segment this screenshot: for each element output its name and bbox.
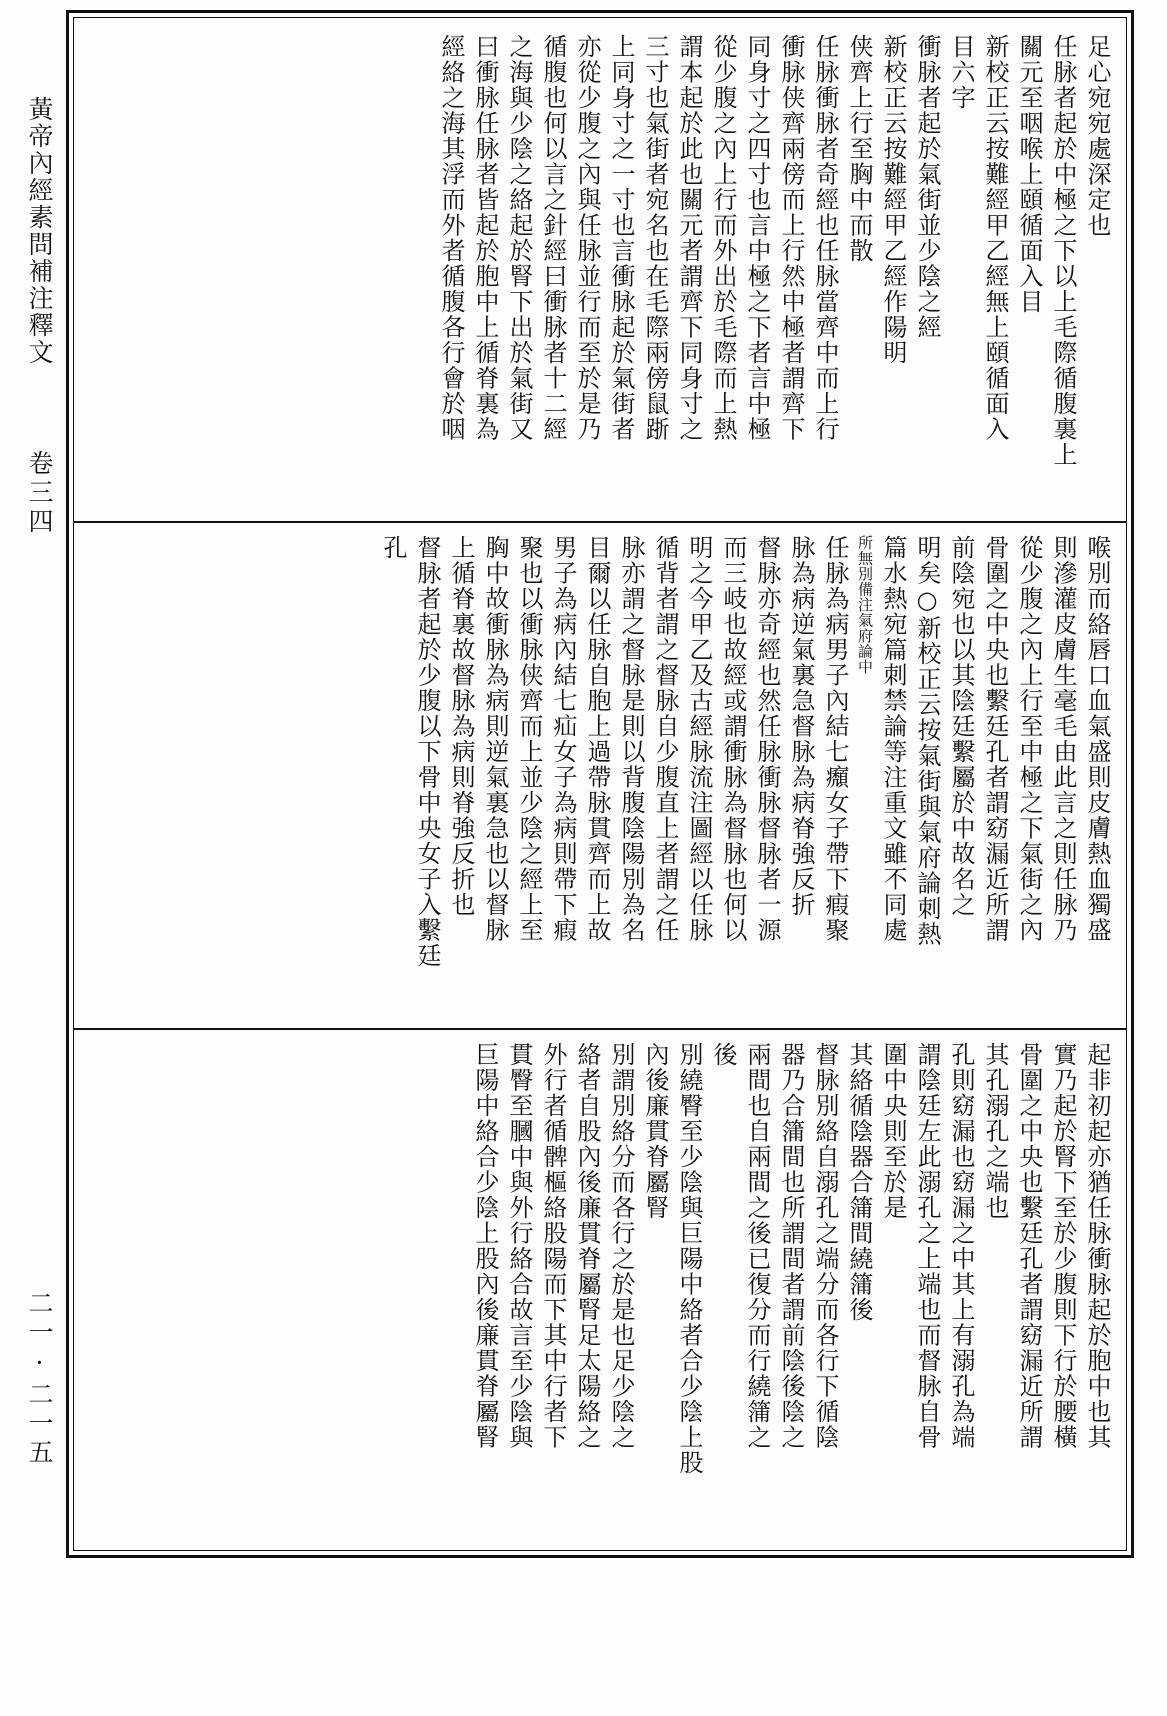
- text-column: 衝脉侠齊兩傍而上行然中極者謂齊下: [777, 34, 805, 442]
- text-column: 亦從少腹之內與任脉並行而至於是乃: [573, 34, 601, 442]
- text-column: 上循脊裏故督脉為病則脊強反折也: [447, 535, 475, 918]
- text-column: 督脉亦奇經也然任脉衝脉督脉者一源: [753, 535, 781, 943]
- text-column: 循背者謂之督脉自少腹直上者謂之任: [651, 535, 679, 943]
- text-column: 骨圍之中央也繫廷孔者謂窈漏近所謂: [981, 535, 1009, 943]
- text-column: 別繞臀至少陰與巨陽中絡者合少陰上股: [675, 1042, 703, 1476]
- text-column: 聚也以衝脉侠齊而上並少陰之經上至: [515, 535, 543, 943]
- text-column: 起非初起亦猶任脉衝脉起於胞中也其: [1083, 1042, 1111, 1450]
- text-column: 兩間也自兩間之後已復分而行繞䈬之: [743, 1042, 771, 1450]
- text-column: 衝脉者起於氣街並少陰之經: [913, 34, 941, 340]
- text-column: 明之今甲乙及古經脉流注圖經以任脉: [685, 535, 713, 943]
- text-column: 圍中央則至於是: [879, 1042, 907, 1221]
- text-column: 侠齊上行至胸中而散: [845, 34, 873, 264]
- text-column: 三寸也氣街者宛名也在毛際兩傍鼠䟷: [641, 34, 669, 442]
- text-column: 經絡之海其浮而外者循腹各行會於咽: [437, 34, 465, 442]
- text-column: 男子為病內結七疝女子為病則帶下瘕: [549, 535, 577, 943]
- text-column: 任脉者起於中極之下以上毛際循腹裏上: [1049, 34, 1077, 468]
- text-column: 上同身寸之一寸也言衝脉起於氣街者: [607, 34, 635, 442]
- text-column: 新校正云按難經甲乙經作陽明: [879, 34, 907, 366]
- text-band-2: [82, 525, 1118, 1025]
- text-column: 新校正云按難經甲乙經無上頤循面入: [981, 34, 1009, 442]
- text-column: 其孔溺孔之端也: [981, 1042, 1009, 1221]
- text-column: 別謂別絡分而各行之於是也足少陰之: [607, 1042, 635, 1450]
- text-band-1: [82, 24, 1118, 519]
- text-band-3: [82, 1032, 1118, 1552]
- page-margin-column: [0, 0, 62, 1716]
- text-column: 關元至咽喉上頤循面入目: [1015, 34, 1043, 315]
- text-column: 謂陰廷左此溺孔之上端也而督脉自骨: [913, 1042, 941, 1450]
- text-frame-inner: [73, 17, 1127, 1551]
- text-column: 孔: [379, 535, 407, 561]
- text-column: 而三岐也故經或謂衝脉為督脉也何以: [719, 535, 747, 943]
- text-column: 篇水熱宛篇刺禁論等注重文雖不同處: [879, 535, 907, 943]
- text-column: 實乃起於腎下至於少腹則下行於腰橫: [1049, 1042, 1077, 1450]
- text-column: 絡者自股內後廉貫脊屬腎足太陽絡之: [573, 1042, 601, 1450]
- text-column: 循腹也何以言之針經曰衝脉者十二經: [539, 34, 567, 442]
- text-column: 後: [709, 1042, 737, 1068]
- text-column: 任脉衝脉者奇經也任脉當齊中而上行: [811, 34, 839, 442]
- text-column: 巨陽中絡合少陰上股內後廉貫脊屬腎: [471, 1042, 499, 1450]
- text-column: 從少腹之內上行而外出於毛際而上熱: [709, 34, 737, 442]
- text-column: 之海與少陰之絡起於腎下出於氣街又: [505, 34, 533, 442]
- text-column: 從少腹之內上行至中極之下氣街之內: [1015, 535, 1043, 943]
- text-column: 曰衝脉任脉者皆起於胞中上循脊裏為: [471, 34, 499, 442]
- text-column: 骨圍之中央也繫廷孔者謂窈漏近所謂: [1015, 1042, 1043, 1450]
- text-column: 孔則窈漏也窈漏之中其上有溺孔為端: [947, 1042, 975, 1450]
- text-column: 同身寸之四寸也言中極之下者言中極: [743, 34, 771, 442]
- text-column: 明矣○新校正云按氣街與氣府論刺熱: [913, 535, 941, 947]
- text-column: 喉別而絡唇口血氣盛則皮膚熱血獨盛: [1083, 535, 1111, 943]
- text-column: 目爾以任脉自胞上過帶脉貫齊而上故: [583, 535, 611, 943]
- text-column: 內後廉貫脊屬腎: [641, 1042, 669, 1221]
- text-column: 其絡循陰器合䈬間繞䈬後: [845, 1042, 873, 1323]
- text-column: 任脉為病男子內結七㿗女子帶下瘕聚: [821, 535, 849, 943]
- page-number: 二一·二一五: [25, 1290, 54, 1468]
- text-column: 外行者循髀樞絡股陽而下其中行者下: [539, 1042, 567, 1450]
- book-title: 黃帝內經素問補注釋文: [25, 96, 54, 366]
- text-column: 前陰宛也以其陰廷繫屬於中故名之: [947, 535, 975, 918]
- text-column: 督脉者起於少腹以下骨中央女子入繫廷: [413, 535, 441, 969]
- text-frame: [66, 10, 1134, 1558]
- text-column: 脉亦謂之督脉是則以背腹陰陽別為名: [617, 535, 645, 943]
- text-column: 謂本起於此也關元者謂齊下同身寸之: [675, 34, 703, 442]
- text-column: 器乃合䈬間也所謂間者謂前陰後陰之: [777, 1042, 805, 1450]
- text-column: 貫臀至膕中與外行絡合故言至少陰與: [505, 1042, 533, 1450]
- text-column: 胸中故衝脉為病則逆氣裏急也以督脉: [481, 535, 509, 943]
- text-column: 脉為病逆氣裏急督脉為病脊強反折: [787, 535, 815, 918]
- text-column-note: 所無別備注氣府論中: [856, 535, 874, 675]
- volume-label: 卷三四: [25, 450, 54, 537]
- text-column: 則滲灌皮膚生毫毛由此言之則任脉乃: [1049, 535, 1077, 943]
- band-divider-2: [74, 1028, 1126, 1030]
- text-column: 足心宛宛處深定也: [1083, 34, 1111, 238]
- band-divider-1: [74, 521, 1126, 523]
- text-column: 督脉別絡自溺孔之端分而各行下循陰: [811, 1042, 839, 1450]
- text-column: 目六字: [947, 34, 975, 111]
